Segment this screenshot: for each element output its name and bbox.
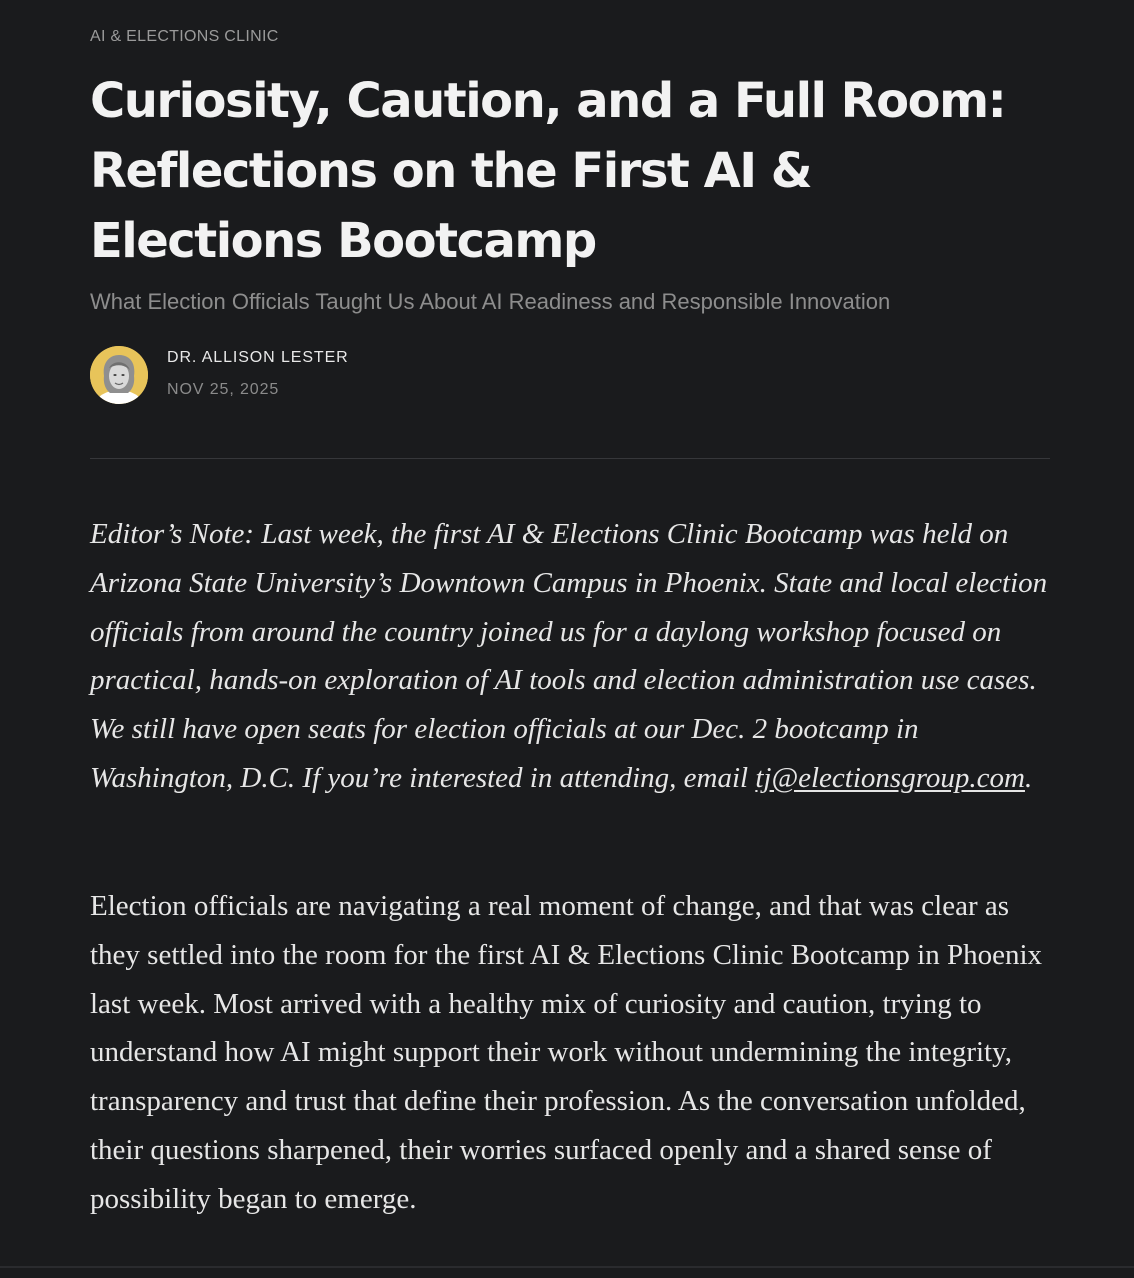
- email-link[interactable]: tj@electionsgroup.com: [755, 761, 1025, 794]
- article-title: Curiosity, Caution, and a Full Room: Reflections on the First AI & Elections Bootcamp: [90, 73, 1006, 269]
- body-paragraph: Election officials are navigating a real moment of change, and that was clear as they settled into the room for the first AI & Elections Clinic Bootcamp in Phoenix last week. Most arrived with a healthy mix of curiosity and caution, trying to understand how AI might support their work without undermining the integrity, transparency and trust that define their profession. As the conversation unfolded, their questions sharpened, their worries surfaced openly and a shared sense of possibility began to emerge.: [90, 890, 1043, 1215]
- editors-note-text: Editor’s Note: Last week, the first AI & Elections Clinic Bootcamp was held on Arizona State University’s Downtown Campus in Phoenix. State and local election officials from around the country joined us for a daylong workshop focused on practical, hands-on exploration of AI tools and election administration use cases. We still have open seats for election officials at our Dec. 2 bootcamp in Washington, D.C. If you’re interested in attending, email: [90, 518, 1048, 794]
- byline: [90, 346, 690, 404]
- section-label[interactable]: AI & ELECTIONS CLINIC: [90, 28, 279, 45]
- header-divider: [90, 458, 1050, 459]
- author-avatar[interactable]: [90, 346, 148, 404]
- editors-note: [90, 510, 1052, 803]
- editors-note-end: .: [1024, 761, 1033, 794]
- author-portrait-icon: [90, 346, 148, 404]
- article-subtitle: What Election Officials Taught Us About AI Readiness and Responsible Innovation: [90, 289, 891, 314]
- bottom-edge: [0, 1266, 1134, 1268]
- publish-date: NOV 25, 2025: [167, 381, 280, 398]
- author-name[interactable]: DR. ALLISON LESTER: [167, 349, 349, 366]
